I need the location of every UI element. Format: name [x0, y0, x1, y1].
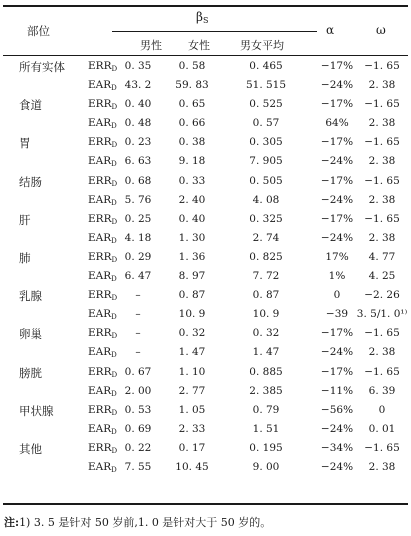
region-cell: 膀胱 [19, 365, 42, 380]
female-cell: 2. 77 [178, 384, 206, 397]
male-cell: – [135, 346, 141, 359]
female-cell: 0. 33 [178, 174, 206, 187]
alpha-cell: −24% [320, 346, 354, 359]
female-cell: 0. 66 [178, 117, 206, 130]
region-cell: 甲状腺 [19, 403, 54, 418]
metric-label: EAR [88, 422, 112, 435]
omega-cell: 2. 38 [368, 117, 396, 130]
metric-cell [88, 346, 117, 359]
metric-subscript: D [111, 465, 117, 474]
omega-cell: −1. 65 [364, 212, 400, 225]
metric-label: ERR [88, 174, 112, 187]
table-row [0, 114, 411, 133]
average-cell: 9. 00 [252, 460, 280, 473]
omega-cell: 4. 77 [368, 250, 396, 263]
female-cell: 1. 05 [178, 403, 206, 416]
table-row [0, 343, 411, 362]
metric-subscript: D [111, 332, 118, 341]
metric-subscript: D [111, 122, 117, 131]
header-alpha: α [326, 23, 335, 37]
metric-label: EAR [88, 155, 112, 168]
female-cell: 8. 97 [178, 270, 206, 283]
metric-label: ERR [88, 441, 112, 454]
male-cell: 6. 47 [124, 270, 152, 283]
metric-cell [88, 117, 117, 130]
alpha-cell: 17% [325, 250, 349, 263]
male-cell: 4. 18 [124, 231, 152, 244]
metric-subscript: D [111, 236, 117, 245]
male-cell: 43. 2 [124, 79, 152, 92]
average-cell: 0. 465 [249, 60, 283, 72]
beta-header-rule [112, 31, 317, 32]
male-cell: 0. 25 [124, 212, 152, 225]
male-cell: 0. 22 [124, 441, 152, 454]
table-footnote [4, 514, 271, 530]
metric-cell [88, 270, 117, 283]
female-cell: 1. 10 [178, 365, 206, 378]
metric-cell [88, 461, 117, 474]
alpha-cell: 64% [325, 117, 349, 130]
header-male: 男性 [140, 39, 162, 52]
metric-cell [88, 423, 117, 436]
male-cell: 7. 55 [124, 460, 152, 473]
metric-subscript: D [111, 351, 117, 360]
average-cell: 0. 825 [249, 250, 283, 263]
male-cell: 0. 35 [124, 60, 152, 72]
region-cell: 食道 [19, 98, 42, 113]
female-cell: 0. 87 [178, 289, 206, 302]
metric-label: ERR [88, 60, 112, 72]
average-cell: 0. 79 [252, 403, 280, 416]
omega-cell: −1. 65 [364, 365, 400, 378]
metric-label: EAR [88, 117, 112, 130]
alpha-cell: −24% [320, 155, 354, 168]
region-cell: 其他 [19, 441, 42, 456]
metric-label: EAR [88, 79, 112, 92]
table-top-rule [3, 5, 408, 7]
average-cell: 7. 72 [252, 270, 280, 283]
omega-cell: −1. 65 [364, 441, 400, 454]
average-cell: 0. 305 [249, 136, 283, 149]
table-row [0, 324, 411, 343]
omega-cell: −1. 65 [364, 60, 400, 72]
alpha-cell: 1% [328, 270, 346, 283]
omega-cell: 4. 25 [368, 270, 396, 283]
metric-label: EAR [88, 460, 112, 473]
male-cell: 0. 67 [124, 365, 152, 378]
metric-cell [88, 232, 117, 245]
metric-label: EAR [88, 270, 112, 283]
male-cell: – [135, 308, 141, 321]
female-cell: 2. 40 [178, 193, 206, 206]
male-cell: 0. 48 [124, 117, 152, 130]
metric-subscript: D [111, 103, 118, 112]
table-row [0, 458, 411, 477]
female-cell: 0. 17 [178, 441, 206, 454]
metric-cell [88, 366, 117, 379]
metric-label: EAR [88, 231, 112, 244]
footnote-label: 注: [4, 516, 20, 529]
metric-cell [88, 251, 117, 264]
average-cell: 0. 195 [249, 441, 283, 454]
table-row [0, 210, 411, 229]
average-cell: 2. 385 [249, 384, 283, 397]
omega-cell: −1. 65 [364, 327, 400, 340]
male-cell: 0. 40 [124, 98, 152, 111]
female-cell: 0. 58 [178, 60, 206, 72]
metric-subscript: D [111, 84, 117, 93]
header-average: 男女平均 [240, 39, 284, 52]
metric-label: ERR [88, 327, 112, 340]
region-cell: 乳腺 [19, 289, 42, 304]
female-cell: 10. 9 [178, 308, 206, 321]
alpha-cell: −17% [320, 174, 354, 187]
male-cell: 5. 76 [124, 193, 152, 206]
omega-cell: 0 [378, 403, 386, 416]
alpha-cell: −34% [320, 441, 354, 454]
omega-cell: 0. 01 [368, 422, 396, 435]
metric-subscript: D [111, 141, 118, 150]
header-beta-symbol: β [196, 10, 203, 24]
average-cell: 1. 47 [252, 346, 280, 359]
male-cell: 0. 53 [124, 403, 152, 416]
region-cell: 肝 [19, 212, 31, 227]
header-female: 女性 [188, 39, 210, 52]
metric-cell [88, 404, 117, 417]
metric-cell [88, 213, 117, 226]
metric-cell [88, 442, 117, 455]
alpha-cell: −24% [320, 460, 354, 473]
average-cell: 0. 57 [252, 117, 280, 130]
metric-subscript: D [111, 427, 117, 436]
table-row [0, 95, 411, 114]
metric-subscript: D [111, 389, 117, 398]
metric-label: ERR [88, 403, 112, 416]
alpha-cell: 0 [333, 289, 341, 302]
header-beta-subscript: S [202, 16, 209, 25]
metric-cell [88, 98, 117, 111]
metric-subscript: D [111, 313, 117, 322]
metric-subscript: D [111, 160, 117, 169]
metric-subscript: D [111, 275, 117, 284]
alpha-cell: −24% [320, 79, 354, 92]
region-cell: 肺 [19, 250, 31, 265]
metric-subscript: D [111, 179, 118, 188]
table-row [0, 191, 411, 210]
female-cell: 10. 45 [175, 460, 209, 473]
table-row [0, 248, 411, 267]
footnote-text: 1) 3. 5 是针对 50 岁前,1. 0 是针对大于 50 岁的。 [19, 516, 272, 529]
table-row [0, 229, 411, 248]
female-cell: 0. 32 [178, 327, 206, 340]
omega-cell: 2. 38 [368, 155, 396, 168]
table-row [0, 382, 411, 401]
alpha-cell: −17% [320, 327, 354, 340]
metric-subscript: D [111, 65, 118, 73]
omega-cell: −1. 65 [364, 174, 400, 187]
omega-cell: 2. 38 [368, 79, 396, 92]
alpha-cell: −24% [320, 193, 354, 206]
alpha-cell: −17% [320, 365, 354, 378]
male-cell: 0. 69 [124, 422, 152, 435]
metric-label: EAR [88, 308, 112, 321]
table-header-rule [3, 55, 408, 56]
male-cell: – [135, 289, 141, 302]
female-cell: 1. 36 [178, 250, 206, 263]
metric-cell [88, 289, 117, 302]
metric-cell [88, 79, 117, 92]
omega-cell: 2. 38 [368, 193, 396, 206]
metric-cell [88, 136, 117, 149]
table-row [0, 286, 411, 305]
table-bottom-rule [3, 503, 408, 505]
omega-cell: −1. 65 [364, 98, 400, 111]
male-cell: 0. 68 [124, 174, 152, 187]
alpha-cell: −17% [320, 136, 354, 149]
table-row [0, 305, 411, 324]
male-cell: 6. 63 [124, 155, 152, 168]
metric-label: ERR [88, 365, 112, 378]
metric-subscript: D [111, 408, 118, 417]
omega-cell: 2. 38 [368, 460, 396, 473]
metric-cell [88, 155, 117, 168]
male-cell: – [135, 327, 141, 340]
metric-cell [88, 175, 117, 188]
metric-subscript: D [111, 217, 118, 226]
average-cell: 0. 325 [249, 212, 283, 225]
metric-label: ERR [88, 136, 112, 149]
female-cell: 1. 30 [178, 231, 206, 244]
table-row [0, 152, 411, 171]
metric-label: ERR [88, 250, 112, 263]
table-row [0, 267, 411, 286]
table-body [0, 57, 411, 477]
table-row [0, 363, 411, 382]
metric-subscript: D [111, 446, 118, 455]
region-cell: 卵巢 [19, 327, 42, 342]
alpha-cell: −17% [320, 212, 354, 225]
table-row [0, 401, 411, 420]
metric-subscript: D [111, 370, 118, 379]
metric-cell [88, 194, 117, 207]
alpha-cell: −39 [325, 308, 349, 321]
omega-cell: −1. 65 [364, 136, 400, 149]
table-row [0, 57, 411, 76]
metric-cell [88, 60, 117, 73]
metric-subscript: D [111, 294, 118, 303]
metric-cell [88, 308, 117, 321]
average-cell: 0. 87 [252, 289, 280, 302]
alpha-cell: −24% [320, 422, 354, 435]
alpha-cell: −17% [320, 98, 354, 111]
region-cell: 胃 [19, 136, 31, 151]
region-cell: 所有实体 [19, 60, 65, 74]
female-cell: 1. 47 [178, 346, 206, 359]
table-row [0, 420, 411, 439]
average-cell: 1. 51 [252, 422, 280, 435]
omega-cell: −2. 26 [364, 289, 400, 302]
metric-label: ERR [88, 98, 112, 111]
omega-cell: 2. 38 [368, 346, 396, 359]
average-cell: 4. 08 [252, 193, 280, 206]
female-cell: 0. 65 [178, 98, 206, 111]
metric-cell [88, 327, 117, 340]
alpha-cell: −17% [320, 60, 354, 72]
female-cell: 0. 40 [178, 212, 206, 225]
table-row [0, 439, 411, 458]
average-cell: 0. 525 [249, 98, 283, 111]
omega-cell: 3. 5/1. 0¹⁾ [356, 308, 408, 321]
average-cell: 0. 505 [249, 174, 283, 187]
average-cell: 2. 74 [252, 231, 280, 244]
table-row [0, 133, 411, 152]
metric-label: ERR [88, 289, 112, 302]
average-cell: 0. 885 [249, 365, 283, 378]
metric-label: ERR [88, 212, 112, 225]
average-cell: 51. 515 [245, 79, 287, 92]
female-cell: 59. 83 [175, 79, 209, 92]
average-cell: 10. 9 [252, 308, 280, 321]
metric-label: EAR [88, 193, 112, 206]
average-cell: 7. 905 [249, 155, 283, 168]
male-cell: 0. 23 [124, 136, 152, 149]
table-row [0, 172, 411, 191]
header-region: 部位 [27, 24, 50, 38]
header-beta [196, 10, 208, 25]
male-cell: 0. 29 [124, 250, 152, 263]
omega-cell: 2. 38 [368, 231, 396, 244]
header-omega: ω [376, 23, 386, 37]
region-cell: 结肠 [19, 174, 42, 189]
metric-subscript: D [111, 198, 117, 207]
female-cell: 9. 18 [178, 155, 206, 168]
female-cell: 2. 33 [178, 422, 206, 435]
alpha-cell: −11% [320, 384, 354, 397]
alpha-cell: −24% [320, 231, 354, 244]
omega-cell: 6. 39 [368, 384, 396, 397]
metric-label: EAR [88, 384, 112, 397]
male-cell: 2. 00 [124, 384, 152, 397]
metric-cell [88, 385, 117, 398]
table-row [0, 76, 411, 95]
metric-subscript: D [111, 255, 118, 264]
metric-label: EAR [88, 346, 112, 359]
average-cell: 0. 32 [252, 327, 280, 340]
alpha-cell: −56% [320, 403, 354, 416]
female-cell: 0. 38 [178, 136, 206, 149]
